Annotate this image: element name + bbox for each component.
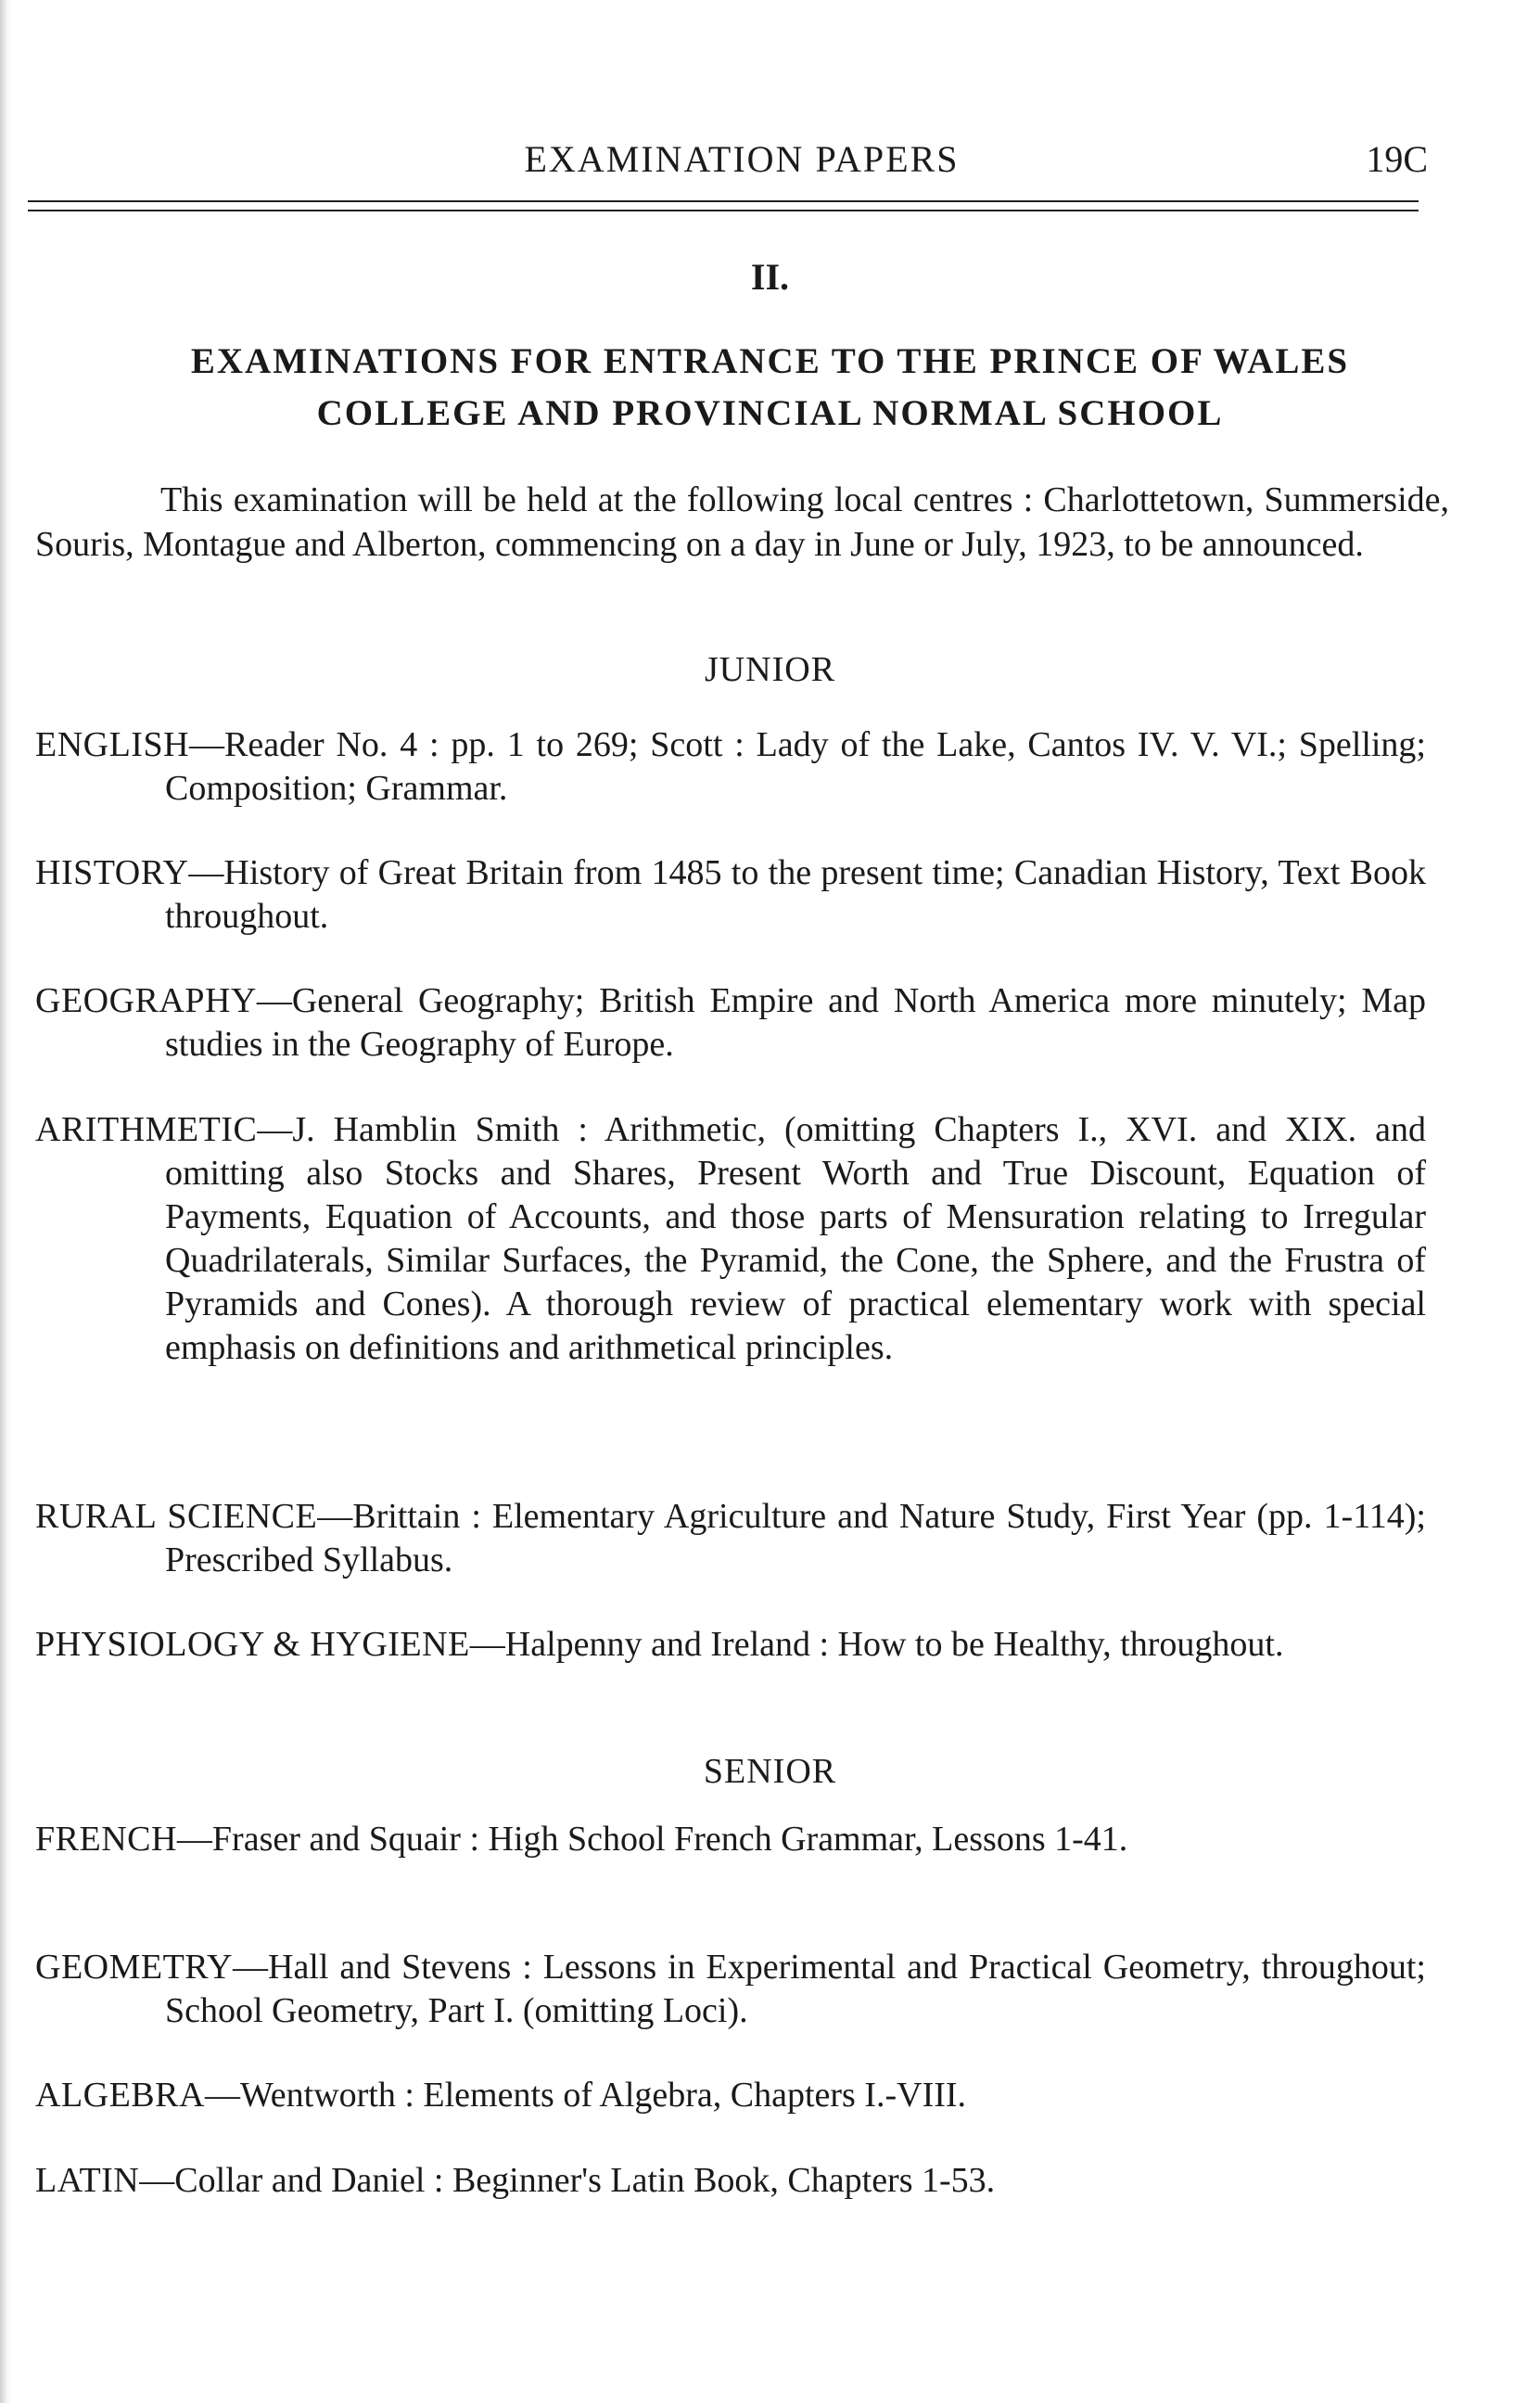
entry-geometry: GEOMETRY—Hall and Stevens : Lessons in Experimental and Practical Geometry, throughout; School Geometry, Part I. (omitting Loci). [35,1948,1426,2030]
running-header [56,130,1428,185]
entry-subject: LATIN [35,2161,140,2200]
entry-text: Brittain : Elementary Agriculture and Nature Study, First Year (pp. 1-114); Prescribed Syllabus. [165,1497,1426,1579]
senior-heading: SENIOR [703,1752,837,1791]
entry-algebra: ALGEBRA—Wentworth : Elements of Algebra, Chapters I.-VIII. [35,2076,967,2115]
entry-text: Fraser and Squair : High School French Grammar, Lessons 1-41. [211,1820,1128,1859]
header-rule-bottom [28,210,1419,211]
entry-subject: HISTORY [35,853,189,892]
entry-text: Reader No. 4 : pp. 1 to 269; Scott : Lady of the Lake, Cantos IV. V. VI.; Spelling; Composition; Grammar. [165,725,1426,808]
entry-subject: GEOGRAPHY [35,981,257,1020]
entry-subject: GEOMETRY [35,1948,233,1987]
entry-history: HISTORY—History of Great Britain from 1485 to the present time; Canadian History, Text Book throughout. [35,853,1426,936]
entry-geography: GEOGRAPHY—General Geography; British Empire and North America more minutely; Map studies in the Geography of Europe. [35,981,1426,1064]
entry-subject: FRENCH [35,1820,177,1859]
entry-text: Wentworth : Elements of Algebra, Chapters I.-VIII. [239,2076,967,2115]
entry-subject: RURAL SCIENCE [35,1497,318,1536]
entry-subject: PHYSIOLOGY & HYGIENE [35,1625,470,1664]
entry-text: J. Hamblin Smith : Arithmetic, (omitting Chapters I., XVI. and XIX. and omitting also Stocks and Shares, Present Worth and True Discount, Equation of Payments, Equation of Accounts, and those parts of Mensuration relating to Irregular Quadrilaterals, Similar Surfaces, the Pyramid, the Cone, the Sphere, and the Frustra of Pyramids and Cones). A thorough review of practical elementary work with special emphasis on definitions and arithmetical principles. [165,1110,1426,1367]
junior-heading: JUNIOR [704,650,836,689]
entry-text: Hall and Stevens : Lessons in Experimental and Practical Geometry, throughout; School Geometry, Part I. (omitting Loci). [165,1948,1426,2030]
entry-physiology-hygiene: PHYSIOLOGY & HYGIENE—Halpenny and Ireland : How to be Healthy, throughout. [35,1625,1284,1664]
entry-text: Collar and Daniel : Beginner's Latin Book, Chapters 1-53. [174,2161,996,2200]
header-rule-top [28,200,1419,202]
main-heading [0,336,1540,440]
main-heading-line-1: EXAMINATIONS FOR ENTRANCE TO THE PRINCE OF WALES [190,341,1350,381]
entry-latin: LATIN—Collar and Daniel : Beginner's Latin Book, Chapters 1-53. [35,2161,996,2200]
entry-subject: ALGEBRA [35,2076,205,2115]
entry-subject: ENGLISH [35,725,190,764]
entry-text: General Geography; British Empire and North America more minutely; Map studies in the Geography of Europe. [165,981,1426,1064]
entry-rural-science: RURAL SCIENCE—Brittain : Elementary Agriculture and Nature Study, First Year (pp. 1-114); Prescribed Syllabus. [35,1497,1426,1579]
entry-french: FRENCH—Fraser and Squair : High School French Grammar, Lessons 1-41. [35,1820,1128,1859]
entry-text: Halpenny and Ireland : How to be Healthy, throughout. [504,1625,1284,1664]
main-heading-line-2: COLLEGE AND PROVINCIAL NORMAL SCHOOL [316,393,1224,433]
intro-paragraph: This examination will be held at the following local centres : Charlottetown, Summerside, Souris, Montague and Alberton, commencing on a day in June or July, 1923, to be announced. [35,480,1449,564]
running-title: EXAMINATION PAPERS [524,138,960,180]
entry-arithmetic: ARITHMETIC—J. Hamblin Smith : Arithmetic, (omitting Chapters I., XVI. and XIX. and omitting also Stocks and Shares, Present Worth and True Discount, Equation of Payments, Equation of Accounts, and those parts of Mensuration relating to Irregular Quadrilaterals, Similar Surfaces, the Pyramid, the Cone, the Sphere, and the Frustra of Pyramids and Cones). A thorough review of practical elementary work with special emphasis on definitions and arithmetical principles. [35,1110,1426,1367]
entry-english: ENGLISH—Reader No. 4 : pp. 1 to 269; Scott : Lady of the Lake, Cantos IV. V. VI.; Spelling; Composition; Grammar. [35,725,1426,808]
entry-subject: ARITHMETIC [35,1110,258,1149]
page-number: 19C [1366,138,1428,180]
section-number: II. [750,256,790,298]
entry-text: History of Great Britain from 1485 to the present time; Canadian History, Text Book throughout. [165,853,1426,936]
